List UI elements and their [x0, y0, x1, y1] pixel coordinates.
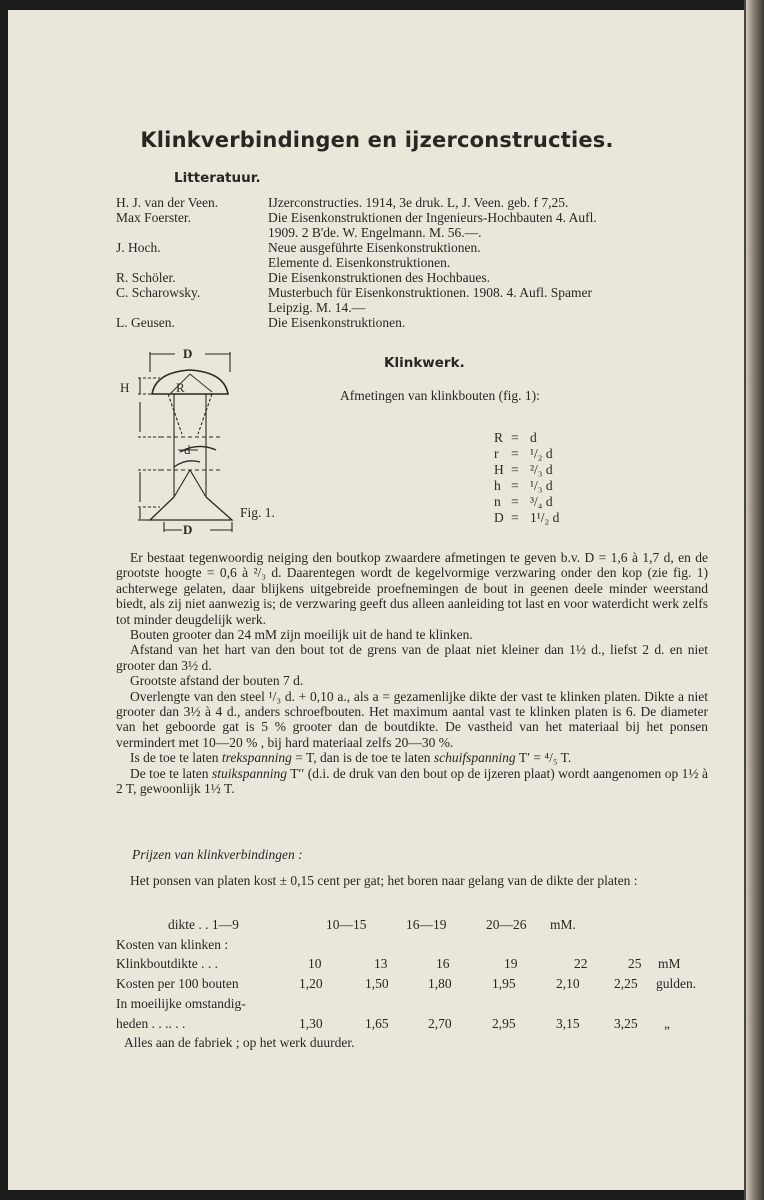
paragraph-5: Overlengte van den steel ¹/₃ d. + 0,10 a., als a = gezamenlijke dikte der vast te klinken platen. Dikte a niet grooter dan 3½ à 4 d., anders schroefbouten. Het maximum aantal vast te klinken platen is 6. De diameter van het geboorde gat is 5 % grooter dan de boutdikte. De vastheid van het materiaal bij het ponsen vermindert met 10—20 % , bij hard materiaal zelfs 20—30 %.	[116, 688, 708, 750]
row4-val-5: 3,15	[556, 1016, 580, 1031]
dikte-value-3: 20—26	[486, 917, 527, 932]
prices-footer: Alles aan de fabriek ; op het werk duurder.	[124, 1035, 355, 1050]
row4-val-6: 3,25	[614, 1016, 638, 1031]
formula-lhs-4: h	[494, 478, 501, 493]
ref-author-2: Max Foerster.	[116, 210, 191, 225]
ref-title-4: Die Eisenkonstruktionen des Hochbaues.	[268, 270, 490, 285]
ref-title-5b: Leipzig. M. 14.—	[268, 300, 366, 315]
paragraph-3: Afstand van het hart van den bout tot de grens van de plaat niet kleiner dan 1½ d., liefst 2 d. en niet grooter dan 3½ d.	[116, 642, 708, 673]
fig-label-d-bottom: D	[183, 522, 193, 537]
literature-heading: Litteratuur.	[174, 170, 261, 186]
paragraph-2: Bouten grooter dan 24 mM zijn moeilijk uit de hand te klinken.	[130, 627, 473, 643]
formula-lhs-1: R	[494, 430, 504, 445]
kosten-label: Kosten van klinken :	[116, 937, 229, 952]
book-spine	[746, 0, 764, 1200]
formula-lhs-5: n	[494, 494, 501, 509]
fig-label-r: R	[176, 380, 185, 395]
prices-heading: Prijzen van klinkverbindingen :	[132, 847, 303, 862]
dikte-unit: mM.	[550, 917, 576, 932]
row1-val-6: 25	[628, 956, 642, 971]
row1-val-3: 16	[436, 956, 450, 971]
row2-val-5: 2,10	[556, 976, 580, 991]
row-label-3: In moeilijke omstandig-	[116, 996, 246, 1011]
rivet-figure	[120, 342, 242, 532]
formula-lhs-3: H	[494, 462, 504, 477]
ref-title-1: IJzerconstructies. 1914, 3e druk. L, J. Veen. geb. f 7,25.	[268, 195, 569, 210]
ref-title-5a: Musterbuch für Eisenkonstruktionen. 1908. 4. Aufl. Spamer	[268, 285, 592, 300]
ref-title-2b: 1909. 2 B'de. W. Engelmann. M. 56.—.	[268, 225, 482, 240]
row1-val-1: 10	[308, 956, 322, 971]
fig-label-d-top: D	[183, 346, 193, 361]
row1-unit: mM	[658, 956, 681, 971]
row4-val-1: 1,30	[299, 1016, 323, 1031]
ref-author-4: R. Schöler.	[116, 270, 176, 285]
row1-val-4: 19	[504, 956, 518, 971]
row2-val-3: 1,80	[428, 976, 452, 991]
formula-rhs-5: ³/₄ d	[530, 494, 553, 509]
row2-unit: gulden.	[656, 976, 697, 991]
formula-rhs-4: ¹/₃ d	[530, 478, 553, 493]
formula-rhs-3: ²/₃ d	[530, 462, 553, 477]
dikte-label: dikte . . 1—9	[168, 917, 239, 932]
dikte-value-1: 10—15	[326, 917, 367, 932]
row-label-2: Kosten per 100 bouten	[116, 976, 239, 991]
paragraph-shear-2: De toe te laten stuikspanning T′′ (d.i. de druk van den bout op de ijzeren plaat) wordt aangenomen op 1½ à 2 T, gewoonlijk 1½ T.	[116, 765, 708, 797]
row-label-1: Klinkboutdikte . . .	[116, 956, 218, 971]
formula-lhs-6: D	[494, 510, 504, 525]
row4-unit: „	[664, 1016, 670, 1031]
row4-val-2: 1,65	[365, 1016, 389, 1031]
row4-val-3: 2,70	[428, 1016, 452, 1031]
dikte-value-2: 16—19	[406, 917, 447, 932]
ref-title-2a: Die Eisenkonstruktionen der Ingenieurs-Hochbauten 4. Aufl.	[268, 210, 597, 225]
paragraph-1: Er bestaat tegenwoordig neiging den boutkop zwaardere afmetingen te geven b.v. D = 1,6 à 1,7 d, en de grootste hoogte = 0,6 à ²/₃ d. Daarentegen wordt de kegelvormige verzwaring onder den kop (zie fig. 1) achterwege gelaten, daar blijkens uitgebreide proefnemingen de bout in geenen deele minder weerstand biedt, als zij niet aanwezig is; de verzwaring geeft dus alleen aanleiding tot last en voor waterdicht werk zelfs tot minder deugdelijk werk.	[116, 550, 708, 627]
row2-val-6: 2,25	[614, 976, 638, 991]
ref-title-6: Die Eisenkonstruktionen.	[268, 315, 406, 330]
formula-lhs-2: r	[494, 446, 499, 461]
row2-val-1: 1,20	[299, 976, 323, 991]
prices-text-block	[116, 873, 708, 888]
ref-author-5: C. Scharowsky.	[116, 285, 201, 300]
formula-rhs-1: d	[530, 430, 537, 445]
ref-title-3b: Elemente d. Eisenkonstruktionen.	[268, 255, 451, 270]
row1-val-5: 22	[574, 956, 588, 971]
ref-author-3: J. Hoch.	[116, 240, 161, 255]
row2-val-2: 1,50	[365, 976, 389, 991]
klinkwerk-intro: Afmetingen van klinkbouten (fig. 1):	[340, 388, 540, 403]
prices-text: Het ponsen van platen kost ± 0,15 cent per gat; het boren naar gelang van de dikte der platen :	[130, 873, 638, 888]
fig-label-d-mid: d	[184, 442, 191, 457]
ref-title-3a: Neue ausgeführte Eisenkonstruktionen.	[268, 240, 481, 255]
row2-val-4: 1,95	[492, 976, 516, 991]
figure-caption: Fig. 1.	[240, 505, 275, 520]
page-title: Klinkverbindingen en ijzerconstructies.	[140, 128, 614, 152]
row1-val-2: 13	[374, 956, 388, 971]
paragraph-shear-1: Is de toe te laten trekspanning = T, dan is de toe te laten schuifspanning T′ = ⁴/₅ T.	[130, 750, 572, 766]
formula-rhs-2: ¹/₂ d	[530, 446, 553, 461]
ref-author-6: L. Geusen.	[116, 315, 175, 330]
ref-author-1: H. J. van der Veen.	[116, 195, 219, 210]
book-page: Klinkverbindingen en ijzerconstructies. Litteratuur. H. J. van der Veen. IJzerconstructies. 1914, 3e druk. L, J. Veen. geb. f 7,25. Max Foerster. Die Eisenkonstruktionen der Ingenieurs-Hochbauten 4. Aufl. 1909. 2 B'de. W. Engelmann. M. 56.—. J. Hoch. Neue ausgeführte Eisenkonstruktionen. Elemente d. Eisenkonstruktionen. R. Schöler. Die Eisenkonstruktionen des Hochbaues. C. Scharowsky. Musterbuch für Eisenkonstruktionen. 1908. 4. Aufl. Spamer Leipzig. M. 14.— L. Geusen. Die Eisenkonstruktionen. D R H d D Fig. 1. Klinkwerk. Afmetingen van klinkbouten (fig. 1): R = d r = ¹/₂ d H = ²/₃ d h = ¹/₃ d n = ³/₄ d D = 1¹/₂ d Er bestaat tegenwoordig neiging den boutkop zwaardere afmetingen te geven b.v. D = 1,6 à 1,7 d, en de grootste hoogte = 0,6 à ²/₃ d. Daarentegen wordt de kegelvormige verzwaring onder den kop (zie fig. 1) achterwege gelaten, daar blijkens uitgebreide proefnemingen de bout in geenen deele minder weerstand biedt, als zij niet aanwezig is; de verzwaring geeft dus alleen aanleiding tot last en voor waterdicht werk zelfs tot minder deugdelijk werk. Bouten grooter dan 24 mM zijn moeilijk uit de hand te klinken. Afstand van het hart van den bout tot de grens van de plaat niet kleiner dan 1½ d., liefst 2 d. en niet grooter dan 3½ d. Grootste afstand der bouten 7 d. Overlengte van den steel ¹/₃ d. + 0,10 a., als a = gezamenlijke dikte der vast te klinken platen. Dikte a niet grooter dan 3½ à 4 d., anders schroefbouten. Het maximum aantal vast te klinken platen is 6. De diameter van het geboorde gat is 5 % grooter dan de boutdikte. De vastheid van het materiaal bij het ponsen vermindert met 10—20 % , bij hard materiaal zelfs 20—30 %. Is de toe te laten trekspanning = T, dan is de toe te laten schuifspanning T′ = ⁴/₅ T. De toe te laten stuikspanning T′′ (d.i. de druk van den bout op de ijzeren plaat) wordt aangenomen op 1½ à 2 T, gewoonlijk 1½ T. Prijzen van klinkverbindingen : Het ponsen van platen kost ± 0,15 cent per gat; het boren naar gelang van de dikte der platen : dikte . . 1—9 10—15 16—19 20—26 mM. Kosten van klinken : Klinkboutdikte . . . 10 13 16 19 22 25 mM Kosten per 100 bouten 1,20 1,50 1,80 1,95 2,10 2,25 gulden. In moeilijke omstandig- heden . . .. . . 1,30 1,65 2,70 2,95 3,15 3,25 „ Alles aan de fabriek ; op het werk duurder.	[8, 10, 746, 1190]
row-label-4: heden . . .. . .	[116, 1016, 186, 1031]
paragraph-4: Grootste afstand der bouten 7 d.	[130, 673, 304, 689]
body-text	[116, 550, 708, 797]
row4-val-4: 2,95	[492, 1016, 516, 1031]
klinkwerk-heading: Klinkwerk.	[384, 355, 465, 371]
formula-rhs-6: 1¹/₂ d	[530, 510, 560, 525]
fig-label-h: H	[120, 380, 130, 395]
